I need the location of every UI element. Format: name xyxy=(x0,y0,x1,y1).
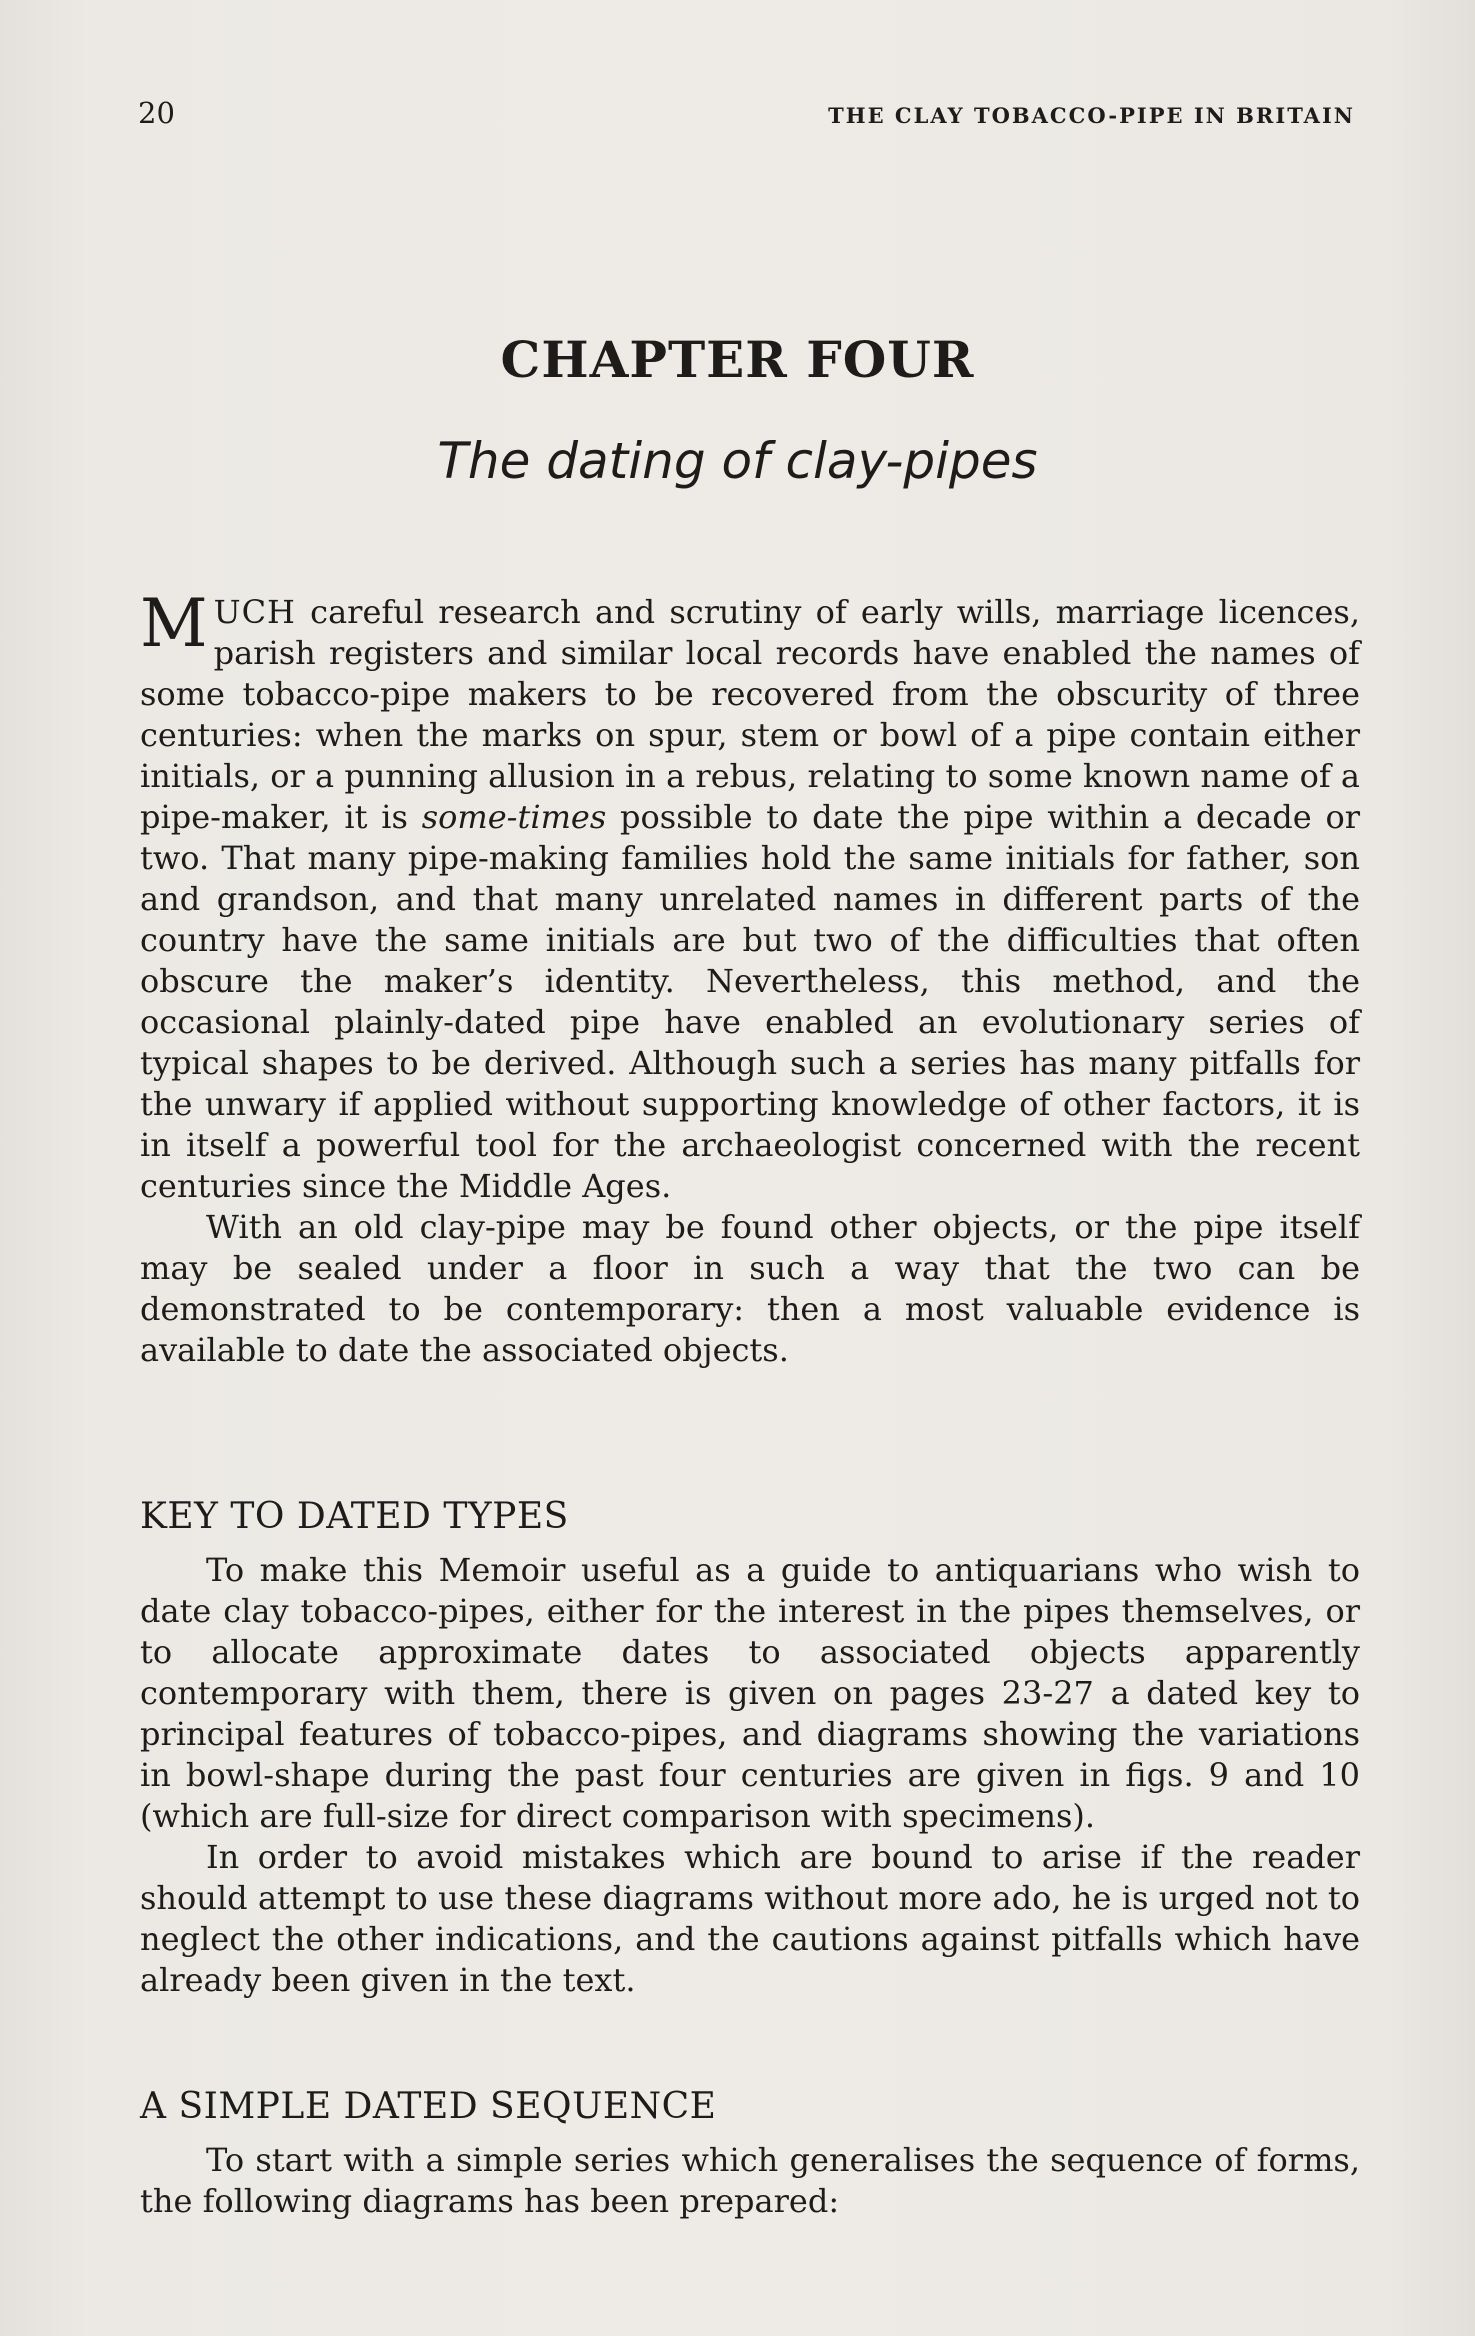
intro-paragraph-1 xyxy=(140,585,1361,1207)
drop-cap: M xyxy=(140,585,208,662)
intro-section xyxy=(140,585,1361,1371)
sequence-paragraph-1: To start with a simple series which generalises the sequence of forms, the following diagrams has been prepared: xyxy=(140,2141,1360,2220)
key-section xyxy=(140,1550,1360,2001)
section-heading-sequence: A SIMPLE DATED SEQUENCE xyxy=(140,2086,717,2127)
intro-paragraph-2: With an old clay-pipe may be found other objects, or the pipe itself may be sealed under a floor in such a way that the two can be demonstrated to be contemporary: then a most valuable evidence is available to date the associated objects. xyxy=(140,1208,1360,1369)
page-number: 20 xyxy=(138,96,175,130)
running-title: THE CLAY TOBACCO-PIPE IN BRITAIN xyxy=(828,103,1355,128)
key-paragraph-1: To make this Memoir useful as a guide to antiquarians who wish to date clay tobacco-pipes, either for the interest in the pipes themselves, or to allocate approximate dates to associated objects apparently contemporary with them, there is given on pages 23-27 a dated key to principal features of tobacco-pipes, and diagrams showing the variations in bowl-shape during the past four centuries are given in figs. 9 and 10 (which are full-size for direct comparison with specimens). xyxy=(140,1551,1360,1835)
key-paragraph-2: In order to avoid mistakes which are bound to arise if the reader should attempt to use these diagrams without more ado, he is urged not to neglect the other indications, and the cautions against pitfalls which have already been given in the text. xyxy=(140,1838,1360,1999)
running-head xyxy=(138,96,1355,130)
sequence-section xyxy=(140,2140,1360,2222)
chapter-subtitle: The dating of clay-pipes xyxy=(437,432,1038,490)
chapter-title: CHAPTER FOUR xyxy=(500,330,975,389)
intro-paragraph-1-rest: possible to date the pipe within a decade or two. That many pipe-making families hold the same initials for father, son and grandson, and that many unrelated names in different parts of the country have the same initials are but two of the difficulties that often obscure the maker’s identity. Nevertheless, this method, and the occasional plainly-dated pipe have enabled an evolutionary series of typical shapes to be derived. Although such a series has many pitfalls for the unwary if applied without supporting knowledge of other factors, it is in itself a powerful tool for the archaeologist concerned with the recent centuries since the Middle Ages. xyxy=(140,798,1361,1205)
lead-word: UCH xyxy=(213,593,296,631)
intro-paragraph-1-italic: some-times xyxy=(421,798,607,836)
section-heading-key: KEY TO DATED TYPES xyxy=(140,1496,569,1537)
intro-paragraph-1-text: careful research and scrutiny of early wills, marriage licences, parish registers and similar local records have enabled the names of some tobacco-pipe makers to be recovered from the obscurity of three centuries: when the marks on spur, stem or bowl of a pipe contain either initials, or a punning allusion in a rebus, relating to some known name of a pipe-maker, it is xyxy=(140,593,1360,836)
